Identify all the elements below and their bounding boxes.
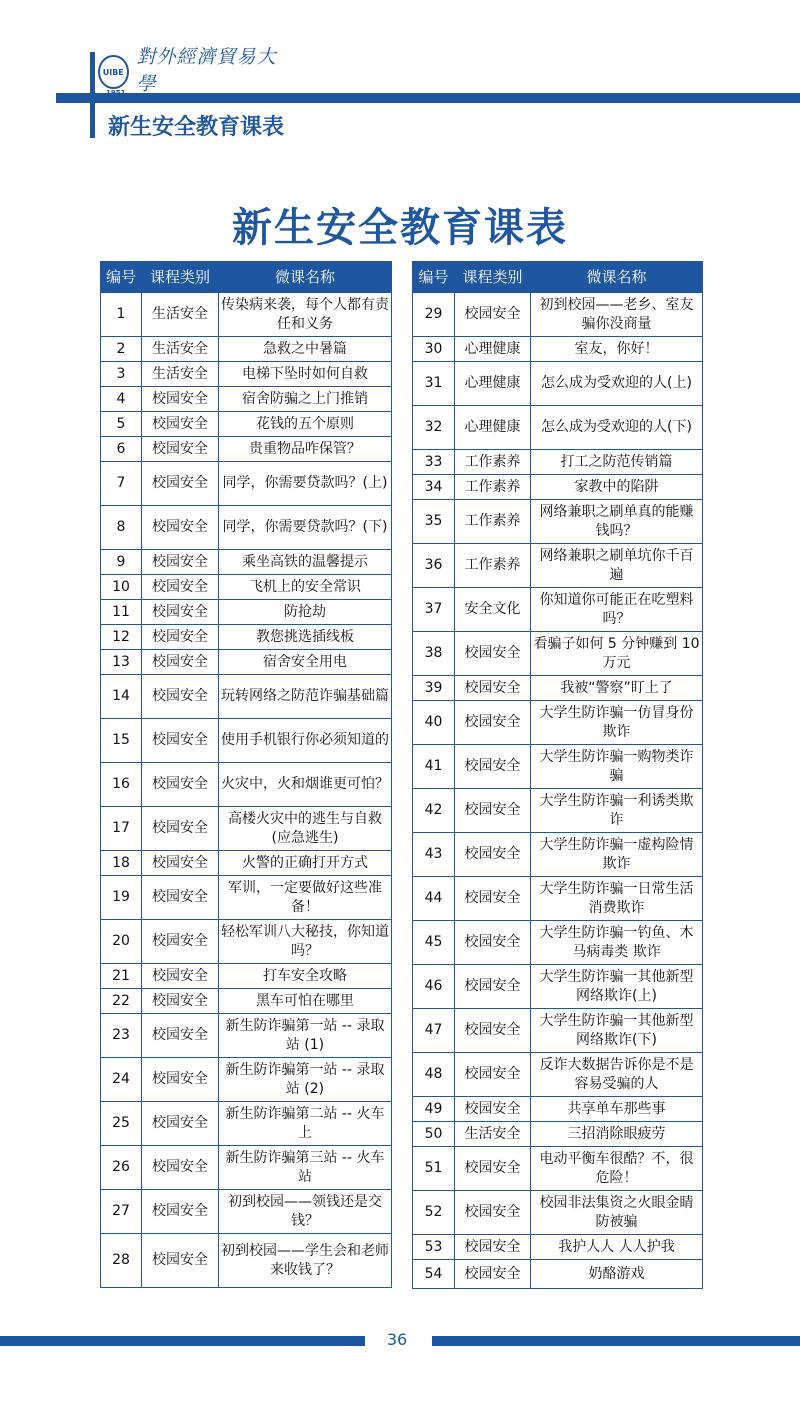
- table-row: [101, 876, 392, 920]
- course-category: 校园安全: [142, 807, 219, 851]
- table-row: [101, 1058, 392, 1102]
- course-category: 校园安全: [142, 625, 219, 650]
- course-name: 家教中的陷阱: [531, 475, 703, 500]
- course-category: 生活安全: [142, 362, 219, 387]
- course-name: 共享单车那些事: [531, 1097, 703, 1122]
- course-name: 急救之中暑篇: [219, 337, 392, 362]
- column-header-number: 编号: [101, 262, 142, 293]
- course-number: 43: [413, 833, 455, 877]
- course-name: 大学生防诈骗一其他新型网络欺诈(下): [531, 1009, 703, 1053]
- course-category: 心理健康: [455, 362, 531, 406]
- course-number: 54: [413, 1260, 455, 1289]
- course-category: 校园安全: [455, 1235, 531, 1260]
- course-category: 生活安全: [142, 293, 219, 337]
- course-number: 8: [101, 506, 142, 550]
- course-name: 大学生防诈骗一日常生活消费欺诈: [531, 877, 703, 921]
- table-row: [101, 807, 392, 851]
- course-number: 42: [413, 789, 455, 833]
- course-name: 我护人人 人人护我: [531, 1235, 703, 1260]
- course-name: 军训，一定要做好这些准备！: [219, 876, 392, 920]
- table-row: [413, 921, 703, 965]
- course-category: 校园安全: [142, 550, 219, 575]
- course-name: 大学生防诈骗一利诱类欺诈: [531, 789, 703, 833]
- page-number: 36: [386, 1330, 408, 1349]
- course-number: 21: [101, 964, 142, 989]
- course-name: 火灾中，火和烟谁更可怕？: [219, 763, 392, 807]
- course-name: 宿舍防骗之上门推销: [219, 387, 392, 412]
- course-category: 校园安全: [142, 387, 219, 412]
- table-row: [413, 1147, 703, 1191]
- column-header-course-name: 微课名称: [531, 262, 703, 293]
- course-number: 19: [101, 876, 142, 920]
- course-name: 新生防诈骗第一站 -- 录取站 (2): [219, 1058, 392, 1102]
- course-number: 53: [413, 1235, 455, 1260]
- course-name: 电梯下坠时如何自救: [219, 362, 392, 387]
- course-category: 校园安全: [455, 632, 531, 676]
- table-row: [101, 412, 392, 437]
- course-number: 37: [413, 588, 455, 632]
- table-row: [101, 1014, 392, 1058]
- course-category: 校园安全: [142, 763, 219, 807]
- course-category: 安全文化: [455, 588, 531, 632]
- course-name: 同学，你需要贷款吗？(下): [219, 506, 392, 550]
- course-number: 10: [101, 575, 142, 600]
- course-name: 打工之防范传销篇: [531, 450, 703, 475]
- course-category: 生活安全: [142, 337, 219, 362]
- course-category: 校园安全: [142, 1058, 219, 1102]
- course-category: 校园安全: [455, 1097, 531, 1122]
- course-category: 工作素养: [455, 500, 531, 544]
- footer-bar-right: [432, 1336, 800, 1346]
- footer-bar-left: [0, 1336, 365, 1346]
- course-category: 校园安全: [455, 965, 531, 1009]
- table-row: [101, 293, 392, 337]
- course-number: 18: [101, 851, 142, 876]
- course-category: 校园安全: [455, 1147, 531, 1191]
- course-name: 高楼火灾中的逃生与自救(应急逃生): [219, 807, 392, 851]
- table-row: [413, 475, 703, 500]
- course-name: 轻松军训八大秘技，你知道吗？: [219, 920, 392, 964]
- course-category: 工作素养: [455, 450, 531, 475]
- course-number: 32: [413, 406, 455, 450]
- course-name: 新生防诈骗第二站 -- 火车上: [219, 1102, 392, 1146]
- table-row: [413, 1235, 703, 1260]
- table-row: [101, 600, 392, 625]
- table-row: [413, 1122, 703, 1147]
- table-row: [101, 920, 392, 964]
- course-number: 13: [101, 650, 142, 675]
- logo-chinese-name: 對外經濟貿易大學: [136, 46, 277, 95]
- course-category: 校园安全: [142, 437, 219, 462]
- course-number: 29: [413, 293, 455, 337]
- course-category: 校园安全: [455, 676, 531, 701]
- course-number: 33: [413, 450, 455, 475]
- table-row: [413, 544, 703, 588]
- course-number: 35: [413, 500, 455, 544]
- table-row: [101, 506, 392, 550]
- course-category: 校园安全: [455, 921, 531, 965]
- course-number: 16: [101, 763, 142, 807]
- course-name: 飞机上的安全常识: [219, 575, 392, 600]
- table-row: [101, 387, 392, 412]
- course-name: 初到校园——领钱还是交钱？: [219, 1190, 392, 1234]
- course-name: 初到校园——老乡、室友 骗你没商量: [531, 293, 703, 337]
- table-row: [101, 851, 392, 876]
- course-name: 室友，你好！: [531, 337, 703, 362]
- course-number: 25: [101, 1102, 142, 1146]
- course-number: 46: [413, 965, 455, 1009]
- table-row: [101, 437, 392, 462]
- course-number: 12: [101, 625, 142, 650]
- course-number: 34: [413, 475, 455, 500]
- table-row: [413, 676, 703, 701]
- course-number: 48: [413, 1053, 455, 1097]
- table-row: [413, 745, 703, 789]
- course-number: 5: [101, 412, 142, 437]
- course-category: 校园安全: [142, 675, 219, 719]
- course-name: 网络兼职之刷单真的能赚钱吗？: [531, 500, 703, 544]
- table-row: [101, 989, 392, 1014]
- course-number: 1: [101, 293, 142, 337]
- course-name: 大学生防诈骗一购物类诈骗: [531, 745, 703, 789]
- course-category: 校园安全: [142, 1234, 219, 1288]
- table-row: [101, 362, 392, 387]
- course-number: 52: [413, 1191, 455, 1235]
- table-row: [413, 965, 703, 1009]
- course-number: 15: [101, 719, 142, 763]
- course-category: 校园安全: [142, 506, 219, 550]
- course-number: 23: [101, 1014, 142, 1058]
- course-number: 47: [413, 1009, 455, 1053]
- course-name: 我被“警察”盯上了: [531, 676, 703, 701]
- course-number: 11: [101, 600, 142, 625]
- course-category: 校园安全: [142, 1146, 219, 1190]
- column-header-category: 课程类别: [455, 262, 531, 293]
- course-number: 22: [101, 989, 142, 1014]
- course-name: 怎么成为受欢迎的人(下): [531, 406, 703, 450]
- page-title: 新生安全教育课表: [232, 205, 568, 251]
- table-row: [101, 625, 392, 650]
- course-category: 校园安全: [455, 877, 531, 921]
- course-number: 6: [101, 437, 142, 462]
- course-category: 心理健康: [455, 337, 531, 362]
- course-category: 校园安全: [142, 989, 219, 1014]
- course-number: 20: [101, 920, 142, 964]
- course-name: 反诈大数据告诉你是不是容易受骗的人: [531, 1053, 703, 1097]
- table-row: [101, 1146, 392, 1190]
- course-number: 50: [413, 1122, 455, 1147]
- course-category: 工作素养: [455, 475, 531, 500]
- table-row: [101, 1190, 392, 1234]
- table-row: [413, 1053, 703, 1097]
- table-header-row: [101, 262, 392, 293]
- course-name: 新生防诈骗第三站 -- 火车站: [219, 1146, 392, 1190]
- course-number: 51: [413, 1147, 455, 1191]
- university-emblem-icon: UIBE 1951: [98, 55, 129, 89]
- table-row: [413, 450, 703, 475]
- course-category: 校园安全: [142, 1190, 219, 1234]
- course-name: 大学生防诈骗一钓鱼、木马病毒类 欺诈: [531, 921, 703, 965]
- course-name: 玩转网络之防范诈骗基础篇: [219, 675, 392, 719]
- course-category: 校园安全: [455, 1009, 531, 1053]
- course-number: 39: [413, 676, 455, 701]
- course-name: 看骗子如何 5 分钟赚到 10 万元: [531, 632, 703, 676]
- course-number: 40: [413, 701, 455, 745]
- course-category: 校园安全: [455, 833, 531, 877]
- course-name: 初到校园——学生会和老师来收钱了？: [219, 1234, 392, 1288]
- course-name: 黑车可怕在哪里: [219, 989, 392, 1014]
- course-category: 校园安全: [455, 789, 531, 833]
- university-logo: [98, 46, 278, 102]
- course-number: 31: [413, 362, 455, 406]
- course-name: 怎么成为受欢迎的人(上): [531, 362, 703, 406]
- table-row: [101, 719, 392, 763]
- table-row: [101, 1234, 392, 1288]
- course-category: 工作素养: [455, 544, 531, 588]
- course-number: 24: [101, 1058, 142, 1102]
- course-number: 28: [101, 1234, 142, 1288]
- table-row: [101, 550, 392, 575]
- course-category: 校园安全: [142, 575, 219, 600]
- course-category: 心理健康: [455, 406, 531, 450]
- course-category: 校园安全: [455, 1191, 531, 1235]
- course-number: 27: [101, 1190, 142, 1234]
- course-name: 大学生防诈骗一虚构险情欺诈: [531, 833, 703, 877]
- course-number: 26: [101, 1146, 142, 1190]
- course-name: 电动平衡车很酷？不，很危险！: [531, 1147, 703, 1191]
- course-category: 校园安全: [142, 412, 219, 437]
- course-name: 乘坐高铁的温馨提示: [219, 550, 392, 575]
- table-row: [101, 650, 392, 675]
- table-row: [413, 588, 703, 632]
- table-row: [101, 1102, 392, 1146]
- course-number: 45: [413, 921, 455, 965]
- table-row: [413, 293, 703, 337]
- course-name: 宿舍安全用电: [219, 650, 392, 675]
- course-category: 校园安全: [142, 920, 219, 964]
- course-name: 网络兼职之刷单坑你千百遍: [531, 544, 703, 588]
- table-row: [413, 1097, 703, 1122]
- course-name: 花钱的五个原则: [219, 412, 392, 437]
- course-number: 14: [101, 675, 142, 719]
- course-name: 三招消除眼疲劳: [531, 1122, 703, 1147]
- course-number: 4: [101, 387, 142, 412]
- course-name: 教您挑选插线板: [219, 625, 392, 650]
- table-row: [413, 362, 703, 406]
- section-title: 新生安全教育课表: [108, 115, 285, 140]
- course-category: 校园安全: [455, 701, 531, 745]
- table-row: [413, 701, 703, 745]
- course-name: 防抢劫: [219, 600, 392, 625]
- course-category: 校园安全: [142, 650, 219, 675]
- course-category: 校园安全: [455, 1053, 531, 1097]
- course-category: 校园安全: [142, 462, 219, 506]
- course-category: 校园安全: [455, 1260, 531, 1289]
- table-row: [101, 337, 392, 362]
- column-header-category: 课程类别: [142, 262, 219, 293]
- course-category: 校园安全: [142, 964, 219, 989]
- course-number: 9: [101, 550, 142, 575]
- course-name: 贵重物品咋保管？: [219, 437, 392, 462]
- course-category: 校园安全: [142, 851, 219, 876]
- table-row: [413, 877, 703, 921]
- table-header-row: [413, 262, 703, 293]
- course-category: 生活安全: [455, 1122, 531, 1147]
- course-name: 校园非法集资之火眼金睛 防被骗: [531, 1191, 703, 1235]
- course-number: 41: [413, 745, 455, 789]
- course-category: 校园安全: [142, 876, 219, 920]
- table-row: [413, 406, 703, 450]
- table-row: [413, 500, 703, 544]
- logo-english-name: University of International Business and Economics: [136, 96, 265, 102]
- course-category: 校园安全: [455, 293, 531, 337]
- table-row: [413, 1191, 703, 1235]
- course-category: 校园安全: [455, 745, 531, 789]
- course-number: 2: [101, 337, 142, 362]
- course-number: 38: [413, 632, 455, 676]
- column-header-number: 编号: [413, 262, 455, 293]
- course-number: 30: [413, 337, 455, 362]
- table-row: [413, 1260, 703, 1289]
- course-table-right: [412, 261, 703, 1289]
- course-number: 36: [413, 544, 455, 588]
- table-row: [413, 337, 703, 362]
- table-row: [413, 632, 703, 676]
- table-row: [413, 833, 703, 877]
- course-number: 17: [101, 807, 142, 851]
- course-name: 大学生防诈骗一其他新型网络欺诈(上): [531, 965, 703, 1009]
- course-category: 校园安全: [142, 600, 219, 625]
- course-name: 大学生防诈骗一仿冒身份欺诈: [531, 701, 703, 745]
- course-number: 7: [101, 462, 142, 506]
- course-number: 44: [413, 877, 455, 921]
- table-row: [101, 462, 392, 506]
- course-name: 同学，你需要贷款吗？(上): [219, 462, 392, 506]
- table-row: [101, 675, 392, 719]
- table-row: [101, 575, 392, 600]
- course-name: 新生防诈骗第一站 -- 录取站 (1): [219, 1014, 392, 1058]
- course-name: 打车安全攻略: [219, 964, 392, 989]
- course-name: 使用手机银行你必须知道的: [219, 719, 392, 763]
- table-row: [101, 964, 392, 989]
- course-category: 校园安全: [142, 1102, 219, 1146]
- course-name: 你知道你可能正在吃塑料吗？: [531, 588, 703, 632]
- course-name: 传染病来袭，每个人都有责任和义务: [219, 293, 392, 337]
- table-row: [101, 763, 392, 807]
- course-name: 奶酪游戏: [531, 1260, 703, 1289]
- course-number: 49: [413, 1097, 455, 1122]
- course-number: 3: [101, 362, 142, 387]
- column-header-course-name: 微课名称: [219, 262, 392, 293]
- course-table-left: [100, 261, 392, 1288]
- course-category: 校园安全: [142, 719, 219, 763]
- course-name: 火警的正确打开方式: [219, 851, 392, 876]
- table-row: [413, 1009, 703, 1053]
- table-row: [413, 789, 703, 833]
- course-category: 校园安全: [142, 1014, 219, 1058]
